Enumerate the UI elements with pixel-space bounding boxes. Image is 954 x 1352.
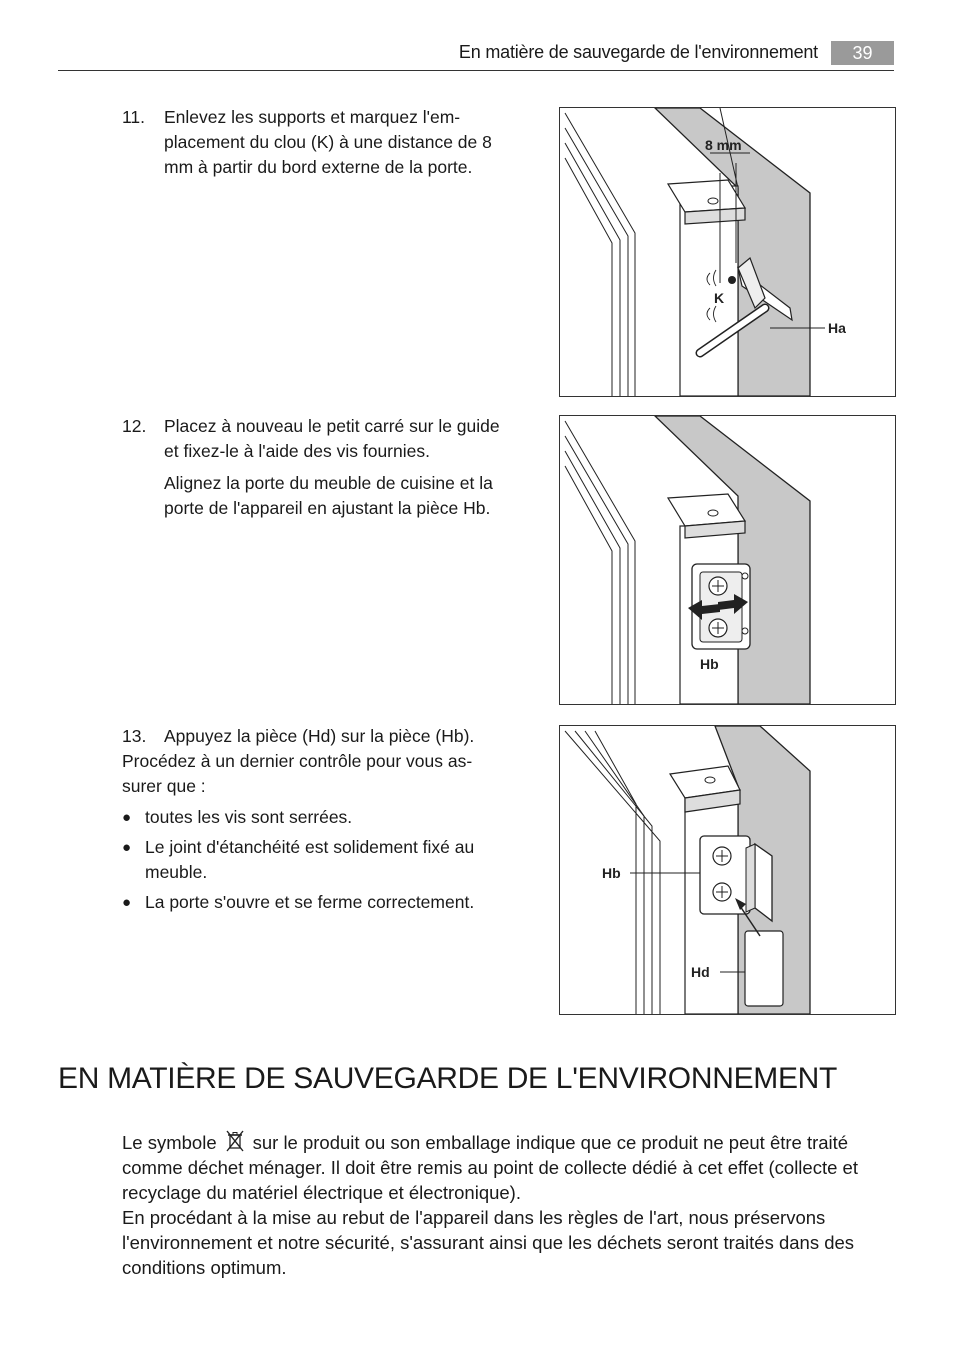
step-extra-text: Alignez la porte du meuble de cuisine et la porte de l'appareil en ajustant la pièce Hb. (164, 473, 493, 518)
paragraph-2: En procédant à la mise au rebut de l'appareil dans les règles de l'art, nous préservons l'environnement et notre sécurité, s'assurant ainsi que les déchets seront traités dans des conditions optimum. (122, 1207, 855, 1278)
nail-label: K (714, 290, 725, 306)
paragraph-1: Le symbole sur le produit ou son emballage indique que ce produit ne peut être traité comme déchet ménager. Il doit être remis au point de collecte dédié à cet effet (collecte et recyclage du matériel électrique et électronique). (122, 1129, 902, 1205)
section-title: EN MATIÈRE DE SAUVEGARDE DE L'ENVIRONNEMENT (58, 1062, 838, 1095)
step-12 (122, 414, 512, 521)
step-number: 12. (122, 416, 147, 436)
hinge-marking-illustration (560, 108, 895, 396)
part-label-hd: Hd (691, 964, 710, 980)
figure-step-12 (559, 415, 896, 705)
bullet-icon: ● (122, 839, 132, 856)
hinge-adjustment-illustration (560, 416, 895, 704)
list-item: ● Le joint d'étanchéité est solidement fixé au meuble. (122, 835, 512, 885)
section-body (122, 1129, 902, 1280)
step-11 (122, 105, 512, 180)
step-number: 13. (122, 726, 147, 746)
step-13 (122, 724, 512, 920)
step-text: Appuyez la pièce (Hd) sur la pièce (Hb). (164, 726, 475, 746)
figure-step-13 (559, 725, 896, 1015)
cover-fitting-illustration (560, 726, 895, 1014)
part-label-hb: Hb (602, 865, 621, 881)
step-text: Enlevez les supports et marquez l'em-placement du clou (K) à une distance de 8 mm à partir du bord externe de la porte. (164, 107, 492, 177)
step-text: Placez à nouveau le petit carré sur le guide et fixez-le à l'aide des vis fournies. (164, 416, 500, 461)
crossed-out-bin-icon (223, 1129, 247, 1153)
step-continuation: Procédez à un dernier contrôle pour vous as-surer que : (122, 751, 473, 796)
list-item: ● toutes les vis sont serrées. (122, 805, 512, 830)
checklist (122, 805, 512, 915)
dimension-label: 8 mm (705, 137, 742, 153)
list-item: ● La porte s'ouvre et se ferme correctement. (122, 890, 512, 915)
part-label-ha: Ha (828, 320, 846, 336)
step-number: 11. (122, 107, 146, 127)
header-title: En matière de sauvegarde de l'environnement (458, 42, 818, 62)
bullet-icon: ● (122, 894, 132, 911)
figure-step-11 (559, 107, 896, 397)
part-label-hb: Hb (700, 656, 719, 672)
page-number: 39 (831, 41, 894, 65)
bullet-icon: ● (122, 809, 132, 826)
header-divider (58, 70, 894, 71)
